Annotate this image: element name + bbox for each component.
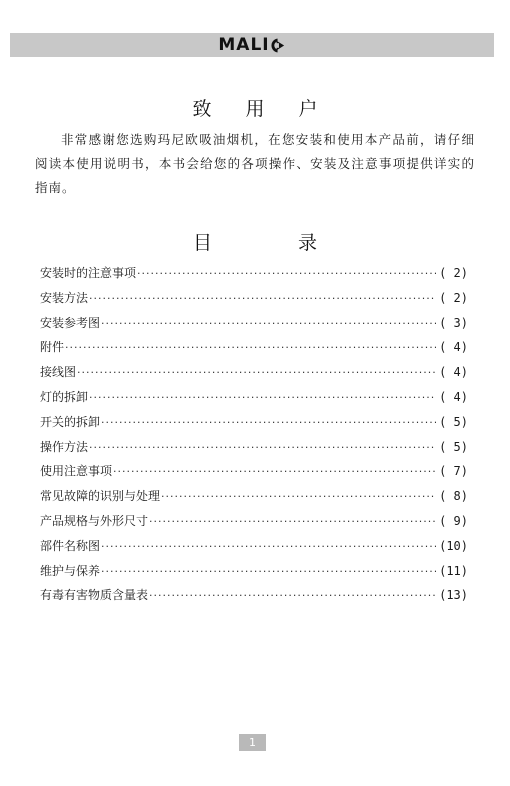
toc-entry-page: ( 2) [439,266,468,280]
toc-entry-page: ( 3) [439,315,468,330]
intro-paragraph: 非常感谢您选购玛尼欧吸油烟机，在您安装和使用本产品前，请仔细阅读本使用说明书，本书会给您的各项操作、安装及注意事项提供详实的指南。 [35,132,475,195]
toc-entry[interactable] [40,388,468,413]
table-of-contents [40,264,468,611]
toc-entry-label: 灯的拆卸 [40,389,89,404]
toc-leader-dots [65,341,436,354]
toc-entry-page: ( 4) [439,389,468,404]
toc-entry[interactable] [40,562,468,587]
toc-entry-page: ( 4) [439,365,468,380]
toc-leader-dots [161,490,436,503]
toc-entry[interactable] [40,438,468,463]
toc-entry[interactable] [40,487,468,512]
circle-arrow-logo-icon [271,38,286,53]
toc-entry[interactable] [40,512,468,537]
greeting-title: 致 用 户 [192,98,332,120]
toc-entry[interactable] [40,462,468,487]
toc-entry-label: 安装时的注意事项 [40,266,137,280]
toc-entry-label: 使用注意事项 [40,464,113,479]
toc-entry[interactable] [40,314,468,339]
toc-entry-page: (11) [439,563,468,578]
toc-entry-label: 产品规格与外形尺寸 [40,513,149,528]
toc-leader-dots [101,540,436,553]
toc-leader-dots [101,416,436,429]
toc-entry-label: 常见故障的识别与处理 [40,489,161,504]
toc-entry-page: ( 5) [439,439,468,454]
toc-entry-page: ( 9) [439,513,468,528]
page-number-badge: 1 [239,734,266,751]
toc-leader-dots [89,391,436,404]
toc-entry-page: ( 2) [439,290,468,305]
toc-title: 目 录 [192,232,358,254]
toc-leader-dots [89,292,436,305]
toc-leader-dots [149,515,436,528]
toc-entry-label: 维护与保养 [40,563,101,578]
brand-logo [218,35,285,55]
toc-entry-page: (10) [439,538,468,553]
toc-entry-label: 操作方法 [40,439,89,454]
toc-entry-label: 部件名称图 [40,538,101,553]
toc-leader-dots [77,366,436,379]
toc-entry-label: 安装参考图 [40,315,101,330]
toc-leader-dots [113,465,436,478]
toc-entry-page: ( 7) [439,464,468,479]
toc-entry[interactable] [40,537,468,562]
toc-entry[interactable] [40,586,468,611]
toc-entry[interactable] [40,264,468,289]
toc-entry-label: 安装方法 [40,290,89,305]
toc-leader-dots [89,441,436,454]
toc-entry-page: ( 8) [439,489,468,504]
toc-leader-dots [101,565,436,578]
toc-entry-label: 有毒有害物质含量表 [40,588,149,603]
toc-leader-dots [137,267,436,280]
toc-entry[interactable] [40,338,468,363]
toc-entry[interactable] [40,289,468,314]
brand-name: MALI [218,35,270,55]
toc-entry-label: 接线图 [40,365,77,380]
toc-entry-page: ( 5) [439,414,468,429]
toc-entry-label: 开关的拆卸 [40,414,101,429]
header-bar [10,33,494,57]
toc-entry[interactable] [40,413,468,438]
toc-entry[interactable] [40,363,468,388]
toc-leader-dots [101,317,436,330]
toc-entry-label: 附件 [40,340,65,355]
toc-leader-dots [149,589,436,602]
toc-entry-page: ( 4) [439,340,468,355]
toc-entry-page: (13) [439,588,468,603]
